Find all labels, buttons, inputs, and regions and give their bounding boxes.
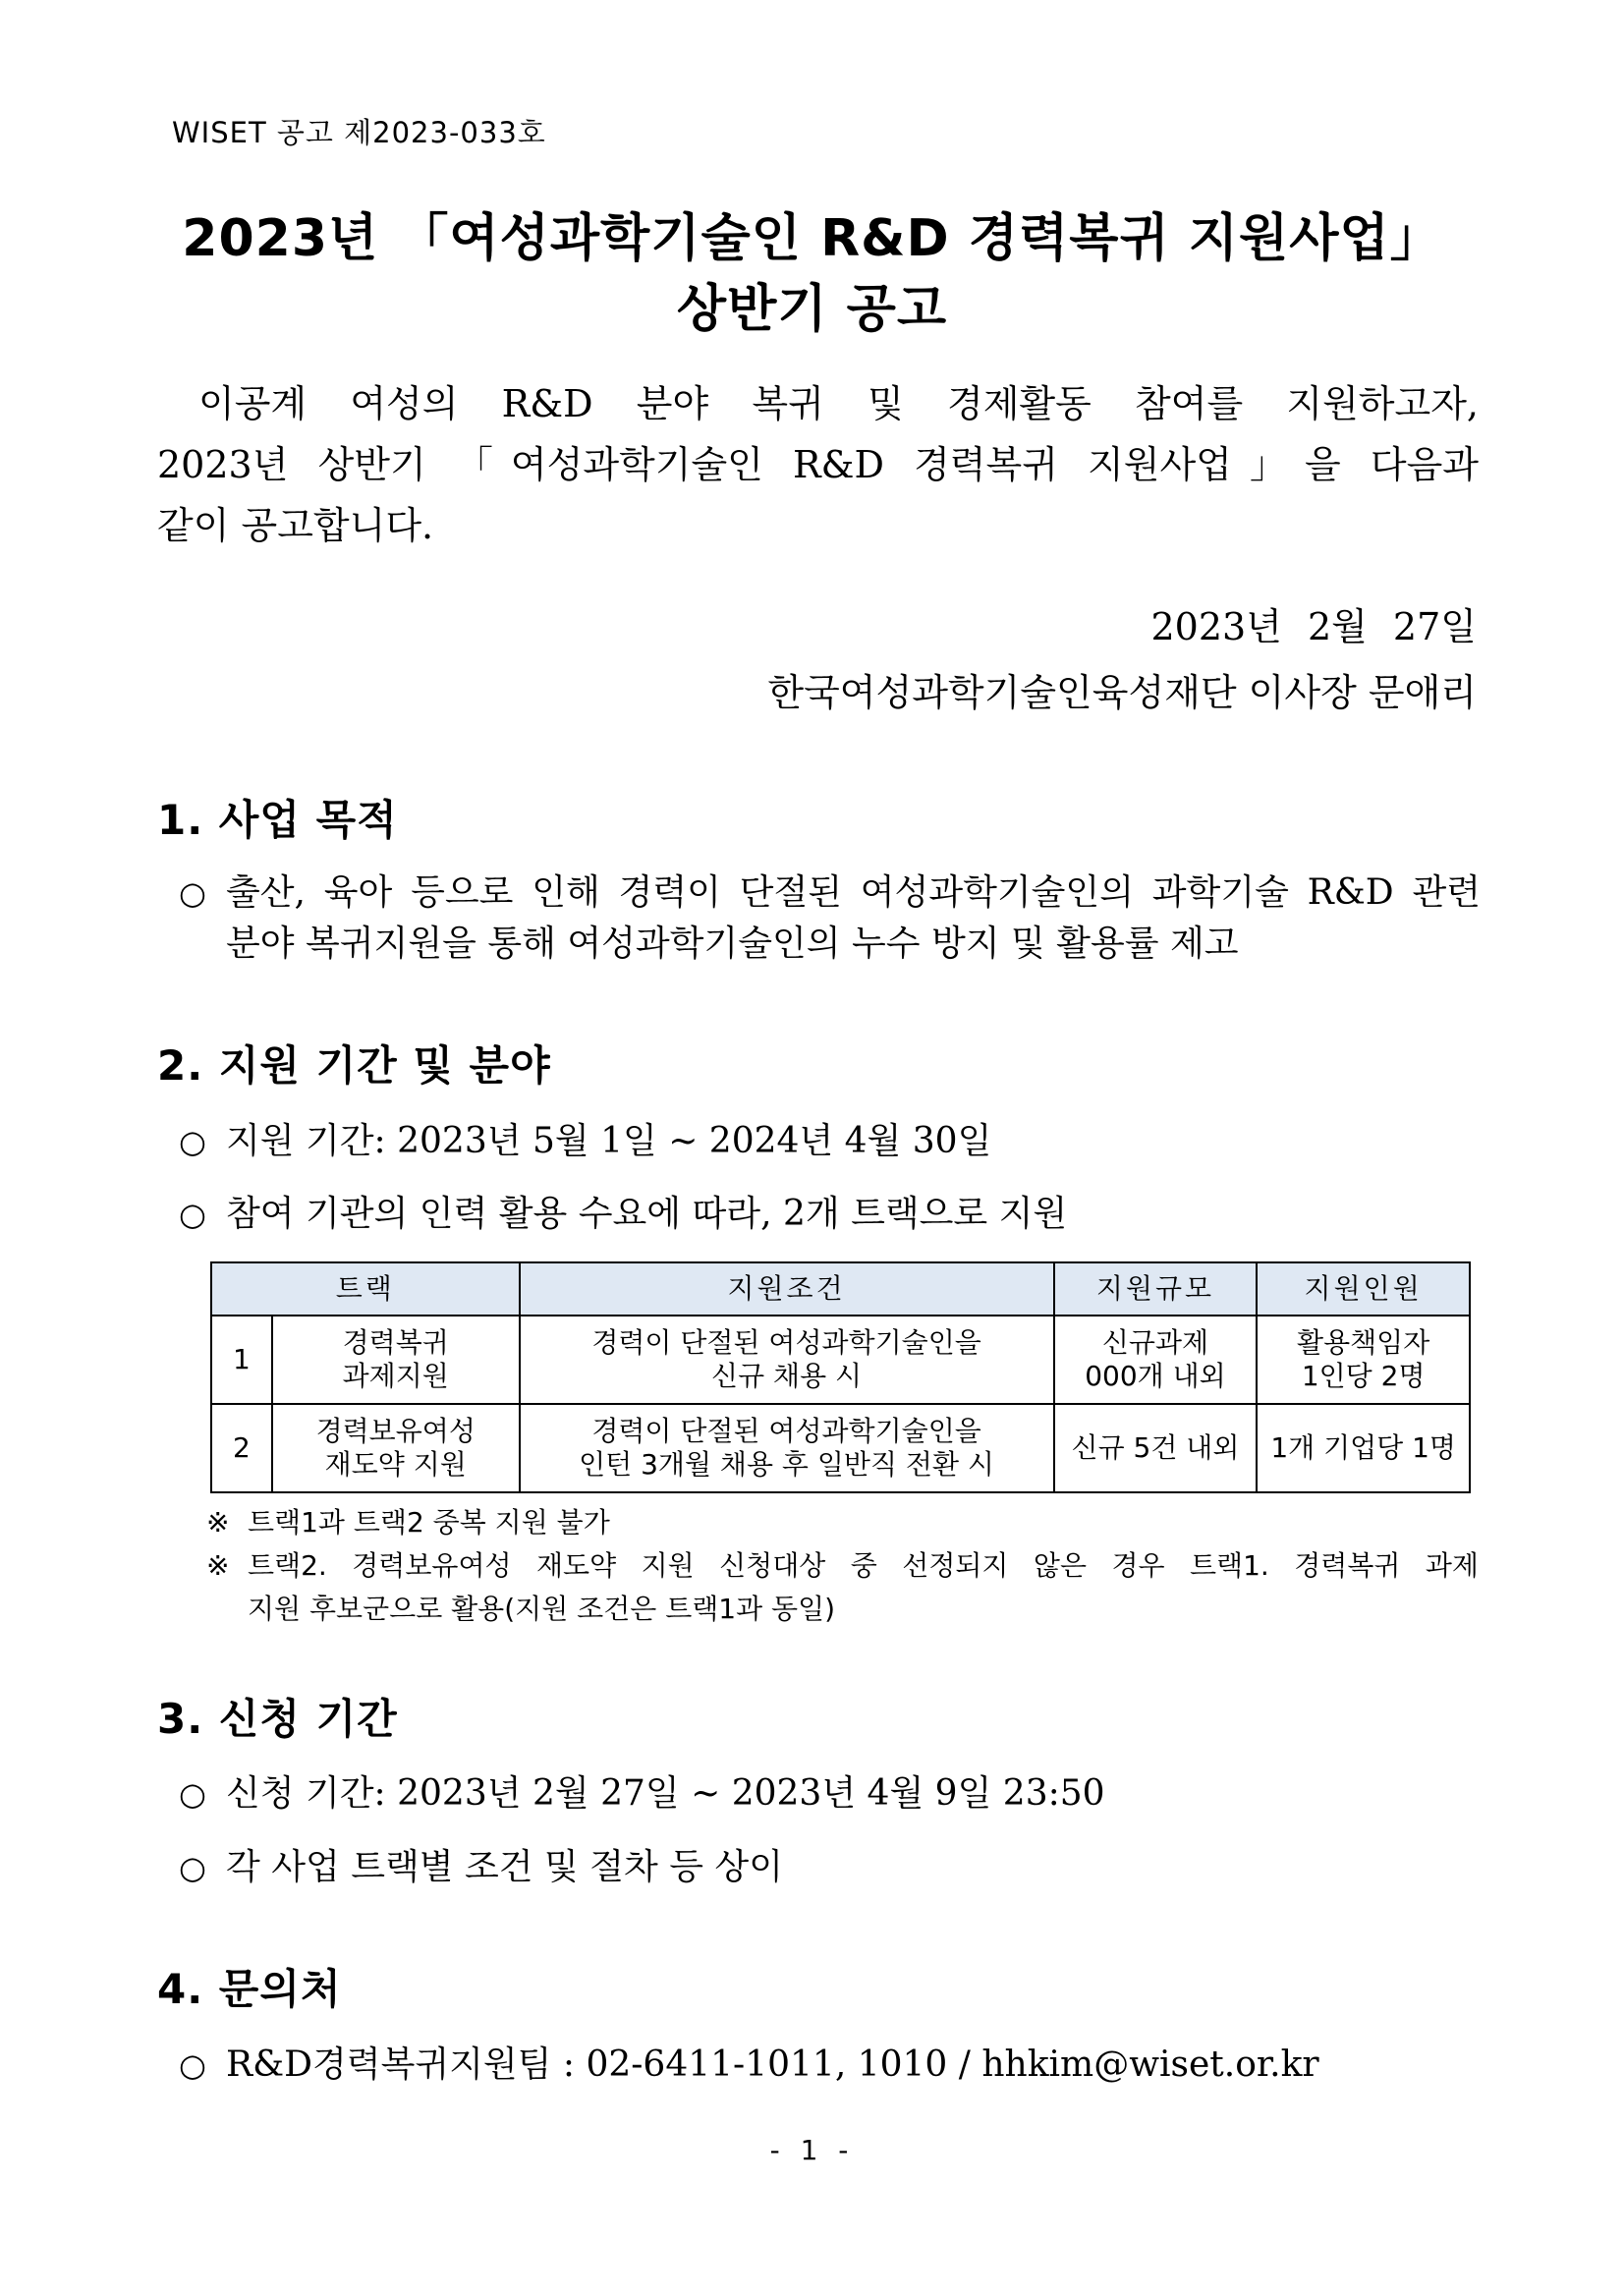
application-period-bullet — [179, 1768, 1481, 1820]
announcement-date: 2023년 2월 27일 — [1150, 605, 1477, 648]
track-name-line2: 과제지원 — [342, 1360, 449, 1392]
condition-line2: 신규 채용 시 — [711, 1360, 863, 1392]
note-1 — [206, 1501, 1479, 1544]
circle-bullet-icon: ○ — [179, 2046, 206, 2084]
note-2-text-line2: 지원 후보군으로 활용(지원 조건은 트랙1과 동일) — [248, 1593, 836, 1625]
track-conditions-bullet — [179, 1842, 1481, 1893]
intro-paragraph-line1 — [157, 373, 1479, 434]
personnel-line2: 1인당 2명 — [1301, 1360, 1426, 1392]
track-name — [272, 1316, 520, 1404]
contact-text: R&D경력복귀지원팀 : 02-6411-1011, 1010 / hhkim@wiset.or.kr — [226, 2044, 1319, 2085]
circle-bullet-icon: ○ — [179, 1775, 206, 1813]
scale-line1: 신규과제 — [1101, 1326, 1209, 1359]
reference-mark-icon: ※ — [206, 1549, 230, 1582]
application-period-text: 신청 기간: 2023년 2월 27일 ~ 2023년 4월 9일 23:50 — [226, 1773, 1105, 1814]
circle-bullet-icon: ○ — [179, 1196, 206, 1233]
tracks-table — [210, 1261, 1471, 1493]
intro-text-line1: 이공계 여성의 R&D 분야 복귀 및 경제활동 참여를 지원하고자, — [198, 382, 1479, 425]
note-2 — [206, 1544, 1479, 1588]
purpose-bullet — [179, 868, 1481, 919]
section-heading-period-field: 2. 지원 기간 및 분야 — [157, 1041, 551, 1090]
track-name — [272, 1404, 520, 1492]
header-personnel: 지원인원 — [1257, 1262, 1470, 1316]
purpose-text-line1: 출산, 육아 등으로 인해 경력이 단절된 여성과학기술인의 과학기술 R&D 관련 — [226, 872, 1481, 913]
intro-paragraph-line3: 같이 공고합니다. — [157, 504, 434, 547]
track-conditions-text: 각 사업 트랙별 조건 및 절차 등 상이 — [226, 1847, 783, 1887]
contact-bullet — [179, 2040, 1481, 2091]
signer: 한국여성과학기술인육성재단 이사장 문애리 — [767, 671, 1477, 714]
track-name-line1: 경력복귀 — [342, 1326, 449, 1359]
track-condition — [520, 1316, 1054, 1404]
document-title-line1: 2023년 「여성과학기술인 R&D 경력복귀 지원사업」 — [182, 209, 1442, 268]
circle-bullet-icon: ○ — [179, 874, 206, 912]
note-1-text: 트랙1과 트랙2 중복 지원 불가 — [248, 1506, 610, 1539]
purpose-text-line2: 분야 복귀지원을 통해 여성과학기술인의 누수 방지 및 활용률 제고 — [226, 924, 1239, 964]
track-personnel: 1개 기업당 1명 — [1257, 1404, 1470, 1492]
row-number: 2 — [211, 1404, 272, 1492]
reference-mark-icon: ※ — [206, 1506, 230, 1539]
track-condition — [520, 1404, 1054, 1492]
header-scale: 지원규모 — [1054, 1262, 1258, 1316]
circle-bullet-icon: ○ — [179, 1123, 206, 1160]
section-heading-purpose: 1. 사업 목적 — [157, 796, 398, 844]
note-2-text-line1: 트랙2. 경력보유여성 재도약 지원 신청대상 중 선정되지 않은 경우 트랙1. 경력복귀 과제 — [248, 1549, 1479, 1582]
header-condition: 지원조건 — [520, 1262, 1054, 1316]
track-name-line1: 경력보유여성 — [315, 1415, 476, 1447]
track-personnel — [1257, 1316, 1470, 1404]
personnel-line1: 활용책임자 — [1297, 1326, 1430, 1359]
table-row — [211, 1404, 1470, 1492]
table-row — [211, 1316, 1470, 1404]
document-title-line2: 상반기 공고 — [676, 280, 948, 339]
track-scale: 신규 5건 내외 — [1054, 1404, 1258, 1492]
intro-paragraph-line2: 2023년 상반기 「여성과학기술인 R&D 경력복귀 지원사업」을 다음과 — [157, 443, 1479, 486]
circle-bullet-icon: ○ — [179, 1849, 206, 1886]
tracks-text: 참여 기관의 인력 활용 수요에 따라, 2개 트랙으로 지원 — [226, 1194, 1068, 1234]
table-header-row — [211, 1262, 1470, 1316]
page-number: - 1 - — [769, 2134, 855, 2166]
header-track: 트랙 — [211, 1262, 520, 1316]
support-period-bullet — [179, 1116, 1481, 1167]
scale-line2: 000개 내외 — [1085, 1360, 1226, 1392]
support-period-text: 지원 기간: 2023년 5월 1일 ~ 2024년 4월 30일 — [226, 1121, 992, 1161]
track-name-line2: 재도약 지원 — [324, 1448, 467, 1481]
condition-line1: 경력이 단절된 여성과학기술인을 — [591, 1326, 981, 1359]
notice-number: WISET 공고 제2023-033호 — [172, 116, 546, 149]
condition-line2: 인턴 3개월 채용 후 일반직 전환 시 — [579, 1448, 994, 1481]
tracks-bullet — [179, 1189, 1481, 1240]
section-heading-application-period: 3. 신청 기간 — [157, 1695, 398, 1743]
row-number: 1 — [211, 1316, 272, 1404]
condition-line1: 경력이 단절된 여성과학기술인을 — [591, 1415, 981, 1447]
section-heading-contact: 4. 문의처 — [157, 1965, 342, 2013]
track-scale — [1054, 1316, 1258, 1404]
